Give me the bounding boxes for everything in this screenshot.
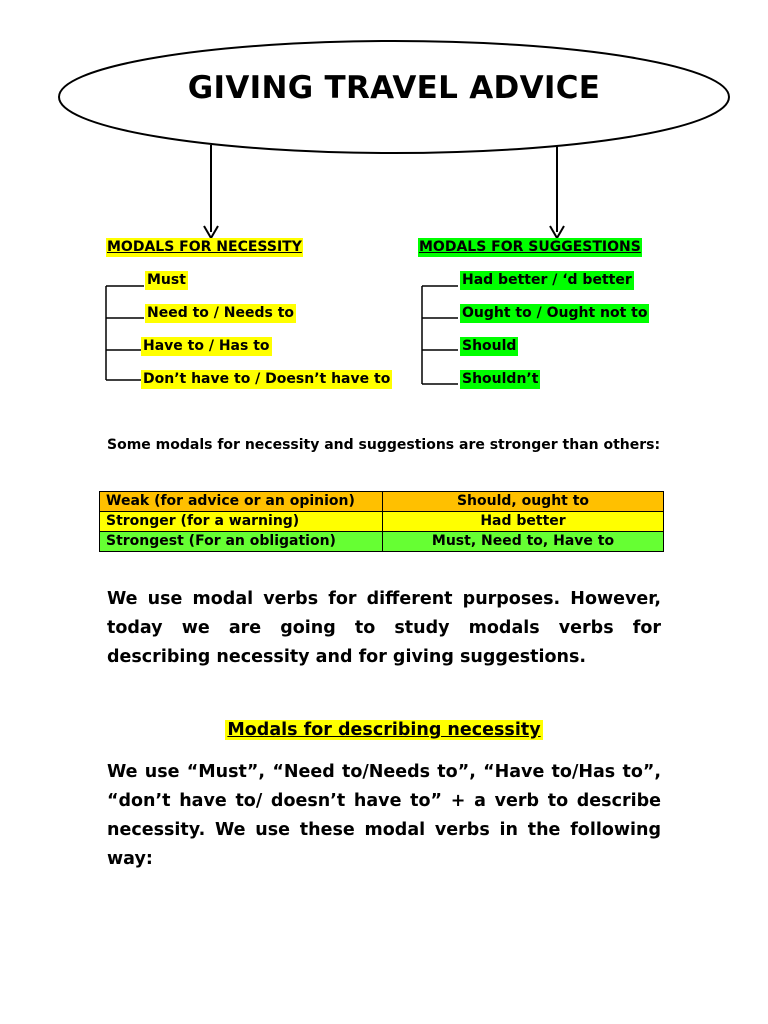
necessity-item-have-to: Have to / Has to [143,338,270,354]
level-cell: Strongest (For an obligation) [100,532,383,552]
necessity-bracket [106,286,144,380]
suggestion-item-ought-to: Ought to / Ought not to [462,305,648,321]
modals-cell: Must, Need to, Have to [383,532,664,552]
necessity-paragraph: We use “Must”, “Need to/Needs to”, “Have to/Has to”, “don’t have to/ doesn’t have to” + a verb to describe necessity. We use these modal verbs in the following way: [107,762,661,869]
strength-table [99,491,664,552]
table-row [100,492,664,512]
suggestion-item-should: Should [462,338,517,354]
necessity-item-must: Must [147,272,186,288]
necessity-heading: MODALS FOR NECESSITY [107,239,302,255]
level-cell: Weak (for advice or an opinion) [100,492,383,512]
necessity-item-need-to: Need to / Needs to [147,305,295,321]
suggestion-item-had-better: Had better / ‘d better [462,272,632,288]
modals-cell: Had better [383,512,664,532]
suggestions-bracket [422,286,458,384]
section-heading-text: Modals for describing necessity [227,720,541,740]
page-title: GIVING TRAVEL ADVICE [187,70,601,106]
purpose-paragraph: We use modal verbs for different purposes. However, today we are going to study modals verbs for describing necessity and for giving suggestions. [107,589,661,667]
concept-diagram [0,0,768,420]
section-heading [107,720,661,740]
intro-text: Some modals for necessity and suggestions are stronger than others: [107,437,661,453]
necessity-item-dont-have-to: Don’t have to / Doesn’t have to [143,371,391,387]
suggestion-item-shouldnt: Shouldn’t [462,371,539,387]
table-row [100,512,664,532]
table-row [100,532,664,552]
suggestions-heading: MODALS FOR SUGGESTIONS [419,239,641,255]
level-cell: Stronger (for a warning) [100,512,383,532]
modals-cell: Should, ought to [383,492,664,512]
